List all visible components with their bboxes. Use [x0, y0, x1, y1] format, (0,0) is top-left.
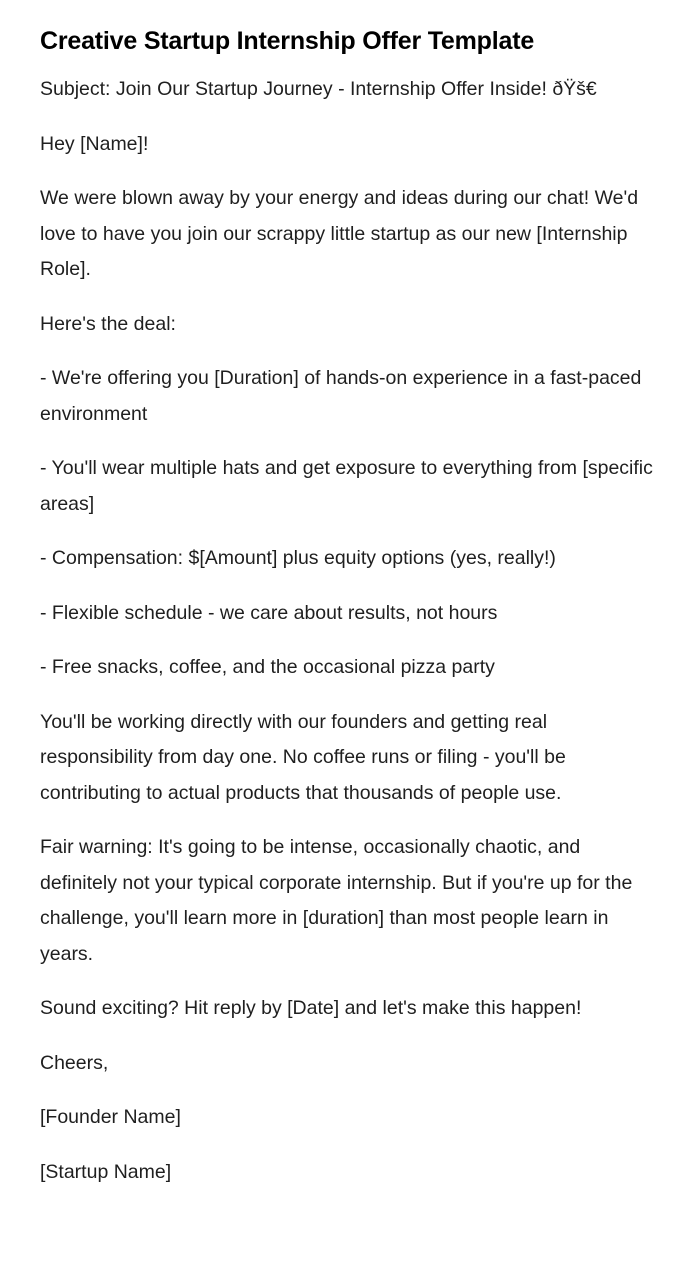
founder-name: [Founder Name] [40, 1106, 181, 1128]
bullet-item: - You'll wear multiple hats and get exposure to everything from [specific areas] [40, 457, 653, 515]
bullet-item: - Flexible schedule - we care about results, not hours [40, 601, 498, 624]
document-title: Creative Startup Internship Offer Template [40, 27, 535, 55]
bullet-item: - Compensation: $[Amount] plus equity options (yes, really!) [40, 547, 556, 569]
warning-paragraph: Fair warning: It's going to be intense, occasionally chaotic, and definitely not your typical corporate internship. But if you're up for the challenge, you'll learn more in [duration] than most people learn in years. [40, 836, 633, 965]
greeting: Hey [Name]! [40, 132, 149, 155]
intro-paragraph: We were blown away by your energy and ideas during our chat! We'd love to have you join our scrappy little startup as our new [Internship Role]. [40, 187, 639, 280]
bullet-item: - We're offering you [Duration] of hands-on experience in a fast-paced environment [40, 367, 642, 425]
signoff: Cheers, [40, 1051, 109, 1074]
call-to-action: Sound exciting? Hit reply by [Date] and let's make this happen! [40, 997, 582, 1019]
deal-heading: Here's the deal: [40, 312, 176, 335]
startup-name: [Startup Name] [40, 1160, 172, 1183]
bullet-item: - Free snacks, coffee, and the occasional pizza party [40, 656, 495, 678]
email-subject: Subject: Join Our Startup Journey - Internship Offer Inside! ðŸš€ [40, 78, 597, 100]
work-paragraph: You'll be working directly with our founders and getting real responsibility from day one. No coffee runs or filing - you'll be contributing to actual products that thousands of people use. [40, 710, 566, 804]
